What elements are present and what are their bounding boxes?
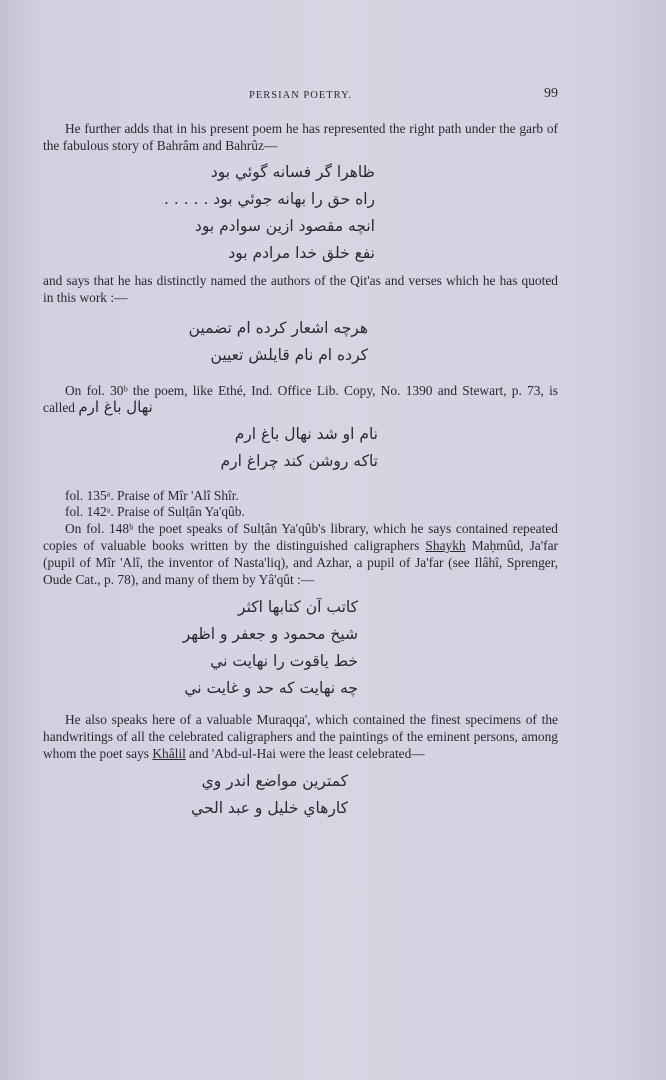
verse-block-3 <box>43 421 558 475</box>
verse-line: نفع خلق خدا مرادم بود <box>228 244 375 262</box>
paragraph-1: He further adds that in his present poem he has represented the right path under the garb of the fabulous story of Bahrâm and Bahrûz— <box>43 121 558 153</box>
page-number: 99 <box>544 86 558 101</box>
verse-line: هرچه اشعار کرده ام تضمين <box>188 319 368 337</box>
verse-line: راه حق را بهانه جوئي بود . . . . . <box>164 190 375 208</box>
verse-block-5 <box>43 768 558 822</box>
paragraph-5-text-a: He also speaks here of a valuable Muraqqa', which contained the finest specimens of the handwritings of all the celebrated caligraphers and the paintings of the eminent persons, among whom the poet says <box>43 712 558 761</box>
page-body <box>43 86 558 827</box>
verse-block-4 <box>43 594 558 702</box>
garden-title-persian: نهال باغ ارم <box>78 398 153 416</box>
verse-line: شيخ محمود و جعفر و اظهر <box>182 625 358 643</box>
page-header <box>43 86 558 106</box>
verse-line: تاکه روشن کند چراغ ارم <box>220 452 378 470</box>
verse-line: ظاهرا گر فسانه گوئي بود <box>210 163 375 181</box>
verse-line: کارهاي خليل و عبد الحي <box>191 799 348 817</box>
paragraph-3 <box>43 382 558 416</box>
verse-line: کاتب آن کتابها اکثر <box>238 598 358 616</box>
verse-block-1 <box>43 159 558 267</box>
folio-note-142: fol. 142ᵃ. Praise of Sulṭân Ya'qûb. <box>65 504 245 519</box>
paragraph-2: and says that he has distinctly named the authors of the Qit'as and verses which he has quoted in this work :— <box>43 273 558 305</box>
underlined-khalil: Khâlil <box>152 746 186 761</box>
paragraph-5 <box>43 711 558 762</box>
folio-note-135: fol. 135ᵃ. Praise of Mîr 'Alî Shîr. <box>65 488 239 503</box>
verse-line: کرده ام نام قايلش تعيين <box>210 346 368 364</box>
verse-line: کمترين مواضع اندر وي <box>201 772 348 790</box>
verse-line: چه نهايت که حد و غايت ني <box>184 679 358 697</box>
verse-block-2 <box>43 315 558 369</box>
running-title: PERSIAN POETRY. <box>249 90 352 101</box>
paragraph-4 <box>43 520 558 588</box>
paragraph-4-text-b: Maḥmûd, Ja'far (pupil of Mîr 'Alî, the inventor of Nasta'liq), and Azhar, a pupil of Ja'far (see Ilâhî, Sprenger, Oude Cat., p. 78), and many of them by Yâ'qût :— <box>43 538 558 587</box>
underlined-shaykh: Shaykh <box>425 538 466 553</box>
paragraph-4-text-a: On fol. 148ᵇ the poet speaks of Sulṭân Ya'qûb's library, which he says contained repeated copies of valuable books written by the distinguished caligraphers <box>43 521 558 553</box>
paragraph-3-text: On fol. 30ᵇ the poem, like Ethé, Ind. Office Lib. Copy, No. 1390 and Stewart, p. 73, is called <box>43 383 558 415</box>
verse-line: انچه مقصود ازين سوادم بود <box>194 217 375 235</box>
verse-line: نام او شد نهال باغ ارم <box>234 425 378 443</box>
verse-line: خط ياقوت را نهايت ني <box>210 652 358 670</box>
paragraph-5-text-b: and 'Abd-ul-Hai were the least celebrated— <box>185 746 425 761</box>
